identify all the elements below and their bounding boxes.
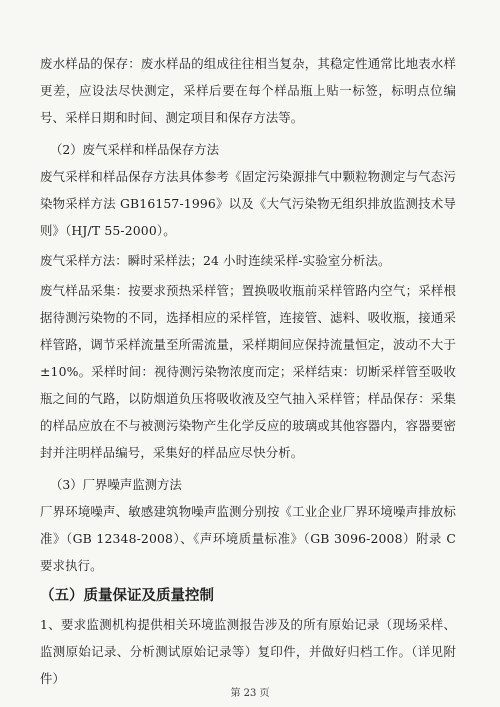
paragraph-boundary-noise: 厂界环境噪声、敏感建筑物噪声监测分别按《工业企业厂界环境噪声排放标准》（GB 12348-2008）、《声环境质量标准》（GB 3096-2008）附录 C 要求执行。 [40,504,456,573]
section-heading-quality-control: （五）质量保证及质量控制 [40,588,214,604]
page-number: 第 23 页 [230,688,270,699]
paragraph-wastewater-storage: 废水样品的保存：废水样品的组成往往相当复杂，其稳定性通常比地表水样更差，应设法尽快测定，采样后要在每个样品瓶上贴一标签，标明点位编号、采样日期和时间、测定项目和保存方法等。 [40,56,456,125]
paragraph-quality-requirement: 1、要求监测机构提供相关环境监测报告涉及的所有原始记录（现场采样、监测原始记录、分析测试原始记录等）复印件，并做好归档工作。（详见附件） [40,617,456,686]
paragraph-exhaust-gas-collection: 废气样品采集：按要求预热采样管；置换吸收瓶前采样管路内空气；采样根据待测污染物的不同，选择相应的采样管，连接管、滤料、吸收瓶，接通采样管路，调节采样流量至所需流量，采样期间应保持流量恒定，波动不大于±10%。采样时间：视待测污染物浓度而定；采样结束：切断采样管至吸收瓶之间的气路，以防烟道负压将吸收液及空气抽入采样管；样品保存：采集的样品应放在不与被测污染物产生化学反应的玻璃或其他容器内，容器要密封并注明样品编号，采集好的样品应尽快分析。 [40,283,456,460]
subheading-exhaust-gas-sampling: （2）废气采样和样品保存方法 [50,142,219,157]
paragraph-exhaust-gas-reference: 废气采样和样品保存方法具体参考《固定污染源排气中颗粒物测定与气态污染物采样方法 GB16157-1996》以及《大气污染物无组织排放监测技术导则》（HJ/T 55-2000）。 [40,169,456,238]
paragraph-exhaust-gas-method: 废气采样方法：瞬时采样法；24 小时连续采样-实验室分析法。 [40,253,391,268]
subheading-boundary-noise: （3）厂界噪声监测方法 [50,477,182,492]
